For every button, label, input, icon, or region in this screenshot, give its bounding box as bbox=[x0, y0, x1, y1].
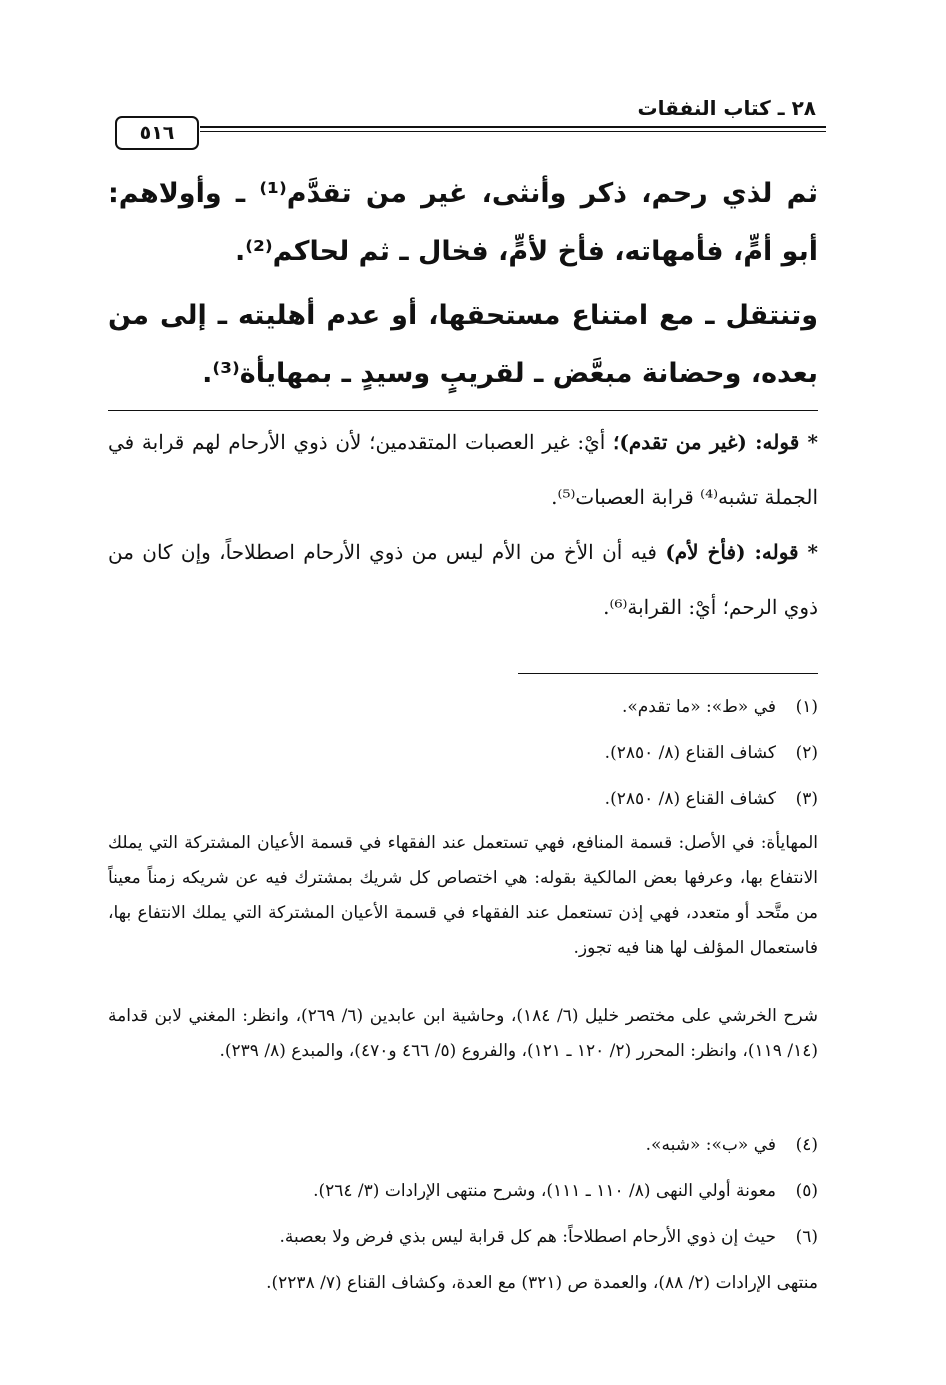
footnote-text: في «ط»: «ما تقدم». bbox=[621, 697, 776, 717]
header-rule-thin bbox=[200, 131, 826, 132]
footnote-text: معونة أولي النهى (٨/ ١١٠ ـ ١١١)، وشرح منتهى الإرادات (٣/ ٢٦٤). bbox=[313, 1181, 776, 1201]
chapter-title: ٢٨ ـ كتاب النفقات bbox=[637, 96, 816, 120]
commentary-text: أيْ: غير العصبات المتقدمين؛ لأن ذوي الأرحام لهم قرابة في الجملة تشبه⁽⁴⁾ قرابة العصبات⁽⁵⁾. bbox=[108, 430, 818, 509]
commentary-lead: * قوله: (غير من تقدم)؛ bbox=[613, 430, 818, 454]
commentary-lead: * قوله: (فأخ لأم) bbox=[665, 540, 818, 564]
footnote-5 bbox=[108, 1179, 818, 1203]
footnote-4 bbox=[108, 1133, 818, 1157]
main-text-paragraph-2: وتنتقل ـ مع امتناع مستحقها، أو عدم أهليته ـ إلى من بعده، وحضانة مبعَّض ـ لقريبٍ وسيدٍ ـ بمهايأة⁽³⁾. bbox=[108, 300, 818, 389]
main-text-paragraph-1: ثم لذي رحم، ذكر وأنثى، غير من تقدَّم⁽¹⁾ ـ وأولاهم: أبو أمٍّ، فأمهاته، فأخ لأمٍّ، فخال ـ ثم لحاكم⁽²⁾. bbox=[108, 178, 818, 267]
footnote-3 bbox=[108, 787, 818, 811]
footnote-3-references: شرح الخرشي على مختصر خليل (٦/ ١٨٤)، وحاشية ابن عابدين (٦/ ٢٦٩)، وانظر: المغني لابن قدامة (١٤/ ١١٩)، وانظر: المحرر (٢/ ١٢٠ ـ ١٢١)، والفروع (٥/ ٤٦٦ و٤٧٠)، والمبدع (٨/ ٢٣٩). bbox=[108, 1006, 818, 1061]
footnote-text: حيث إن ذوي الأرحام اصطلاحاً: هم كل قرابة ليس بذي فرض ولا بعصبة. bbox=[279, 1227, 776, 1247]
commentary-text: فيه أن الأخ من الأم ليس من ذوي الأرحام اصطلاحاً، وإن كان من ذوي الرحم؛ أيْ: القرابة⁽⁶⁾. bbox=[108, 540, 818, 619]
footnote-3-definition: المهايأة: في الأصل: قسمة المنافع، فهي تستعمل عند الفقهاء في قسمة الأعيان المشتركة التي يملك الانتفاع بها، وعرفها بعض المالكية بقوله: هي اختصاص كل شريك بمشترك فيه عن شريكه زمناً معيناً من متَّحد أو متعدد، فهي إذن تستعمل عند الفقهاء في قسمة الأعيان المشتركة التي يملك الانتفاع بها، فاستعمال المؤلف لها هنا فيه تجوز. bbox=[108, 833, 818, 958]
footnote-number: (٢) bbox=[795, 743, 818, 763]
footnote-number: (٤) bbox=[795, 1135, 818, 1155]
footnote-number: (١) bbox=[795, 697, 818, 717]
main-text-divider bbox=[108, 410, 818, 411]
footnote-divider bbox=[518, 673, 818, 674]
footnote-6-references: منتهى الإرادات (٢/ ٨٨)، والعمدة ص (٣٢١) مع العدة، وكشاف القناع (٧/ ٢٢٣٨). bbox=[266, 1273, 818, 1293]
commentary-paragraph-2 bbox=[108, 525, 818, 635]
header-rule bbox=[200, 126, 826, 128]
footnote-number: (٣) bbox=[795, 789, 818, 809]
footnote-1 bbox=[108, 695, 818, 719]
footnote-number: (٦) bbox=[795, 1227, 818, 1247]
footnote-6 bbox=[108, 1225, 818, 1249]
footnote-text: كشاف القناع (٨/ ٢٨٥٠). bbox=[604, 743, 776, 763]
footnote-text: في «ب»: «شبه». bbox=[645, 1135, 776, 1155]
footnote-text: كشاف القناع (٨/ ٢٨٥٠). bbox=[604, 789, 776, 809]
commentary-paragraph-1 bbox=[108, 415, 818, 525]
footnote-2 bbox=[108, 741, 818, 765]
page-number: ٥١٦ bbox=[115, 116, 199, 150]
footnote-number: (٥) bbox=[795, 1181, 818, 1201]
